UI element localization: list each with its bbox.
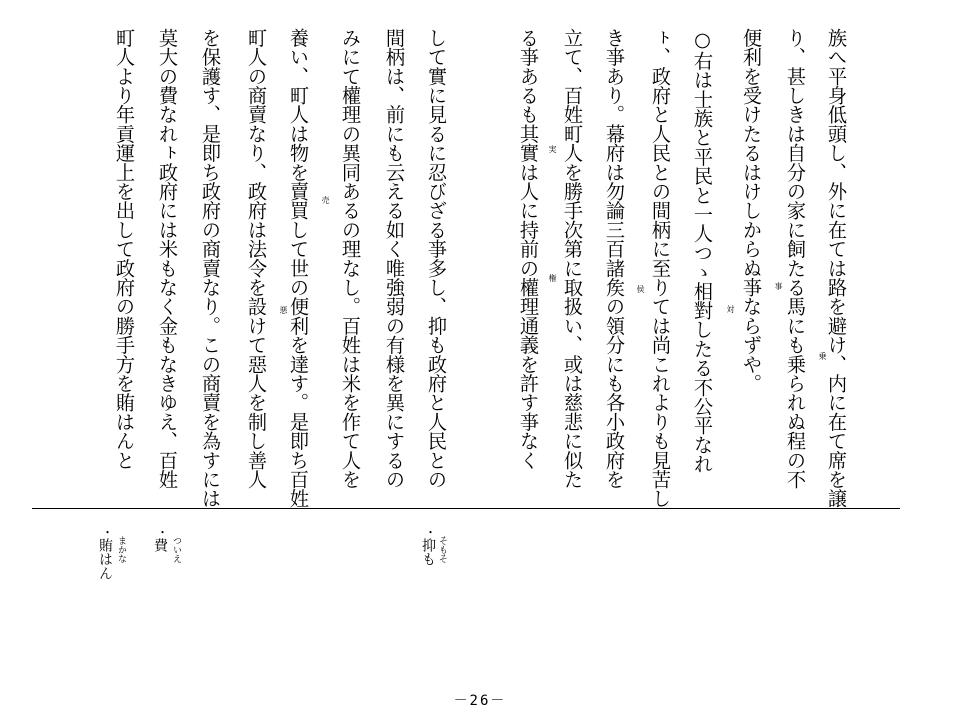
ruby-note: 侯 bbox=[636, 285, 645, 293]
text-column-4: ○右は士族と平民と一人つゝ相對したる不公平なれ bbox=[691, 28, 714, 474]
text-column-13: 町人の商賣なり、政府は法令を設けて惡人を制し善人 bbox=[245, 28, 268, 489]
footnote-bullet: ・ bbox=[155, 526, 169, 538]
footnote-bullet: ・ bbox=[423, 526, 437, 538]
ruby-note: 乗 bbox=[818, 352, 827, 360]
ruby-note: 対 bbox=[726, 305, 735, 313]
ruby-note: 事 bbox=[774, 282, 783, 290]
text-column-1: 族へ平身低頭し、外に在ては路を避け、内に在て席を譲 bbox=[825, 28, 848, 508]
text-column-16: 町人より年貢運上を出して政府の勝手方を賄はんと bbox=[113, 28, 136, 470]
text-column-6: き亊あり。幕府は勿論三百諸矦の領分にも各小政府を bbox=[603, 28, 626, 489]
page-number: －26－ bbox=[453, 693, 507, 709]
footnote-bullet: ・ bbox=[100, 526, 114, 538]
ruby-note: 売 bbox=[321, 196, 330, 204]
text-column-15: 莫大の費なれㇳ政府には米もなく金もなきゆえ、百姓 bbox=[156, 28, 179, 489]
text-column-3: 便利を受けたるはけしからぬ亊ならずや。 bbox=[740, 28, 763, 393]
ruby-note: 悪 bbox=[279, 306, 288, 314]
text-column-7: 立て、百姓町人を勝手次第に取扱い、或は慈悲に似た bbox=[561, 28, 584, 489]
footnote-term: 賄はん bbox=[97, 538, 113, 580]
footnote-reading: ついえ bbox=[171, 536, 181, 563]
text-column-11: みにて權理の異同あるの理なし。百姓は米を作て人を bbox=[339, 28, 362, 489]
text-column-10: 間柄は、前にも云える如く唯強弱の有様を異にするの bbox=[383, 28, 406, 489]
ruby-note: 実 bbox=[548, 145, 557, 153]
text-column-8: る亊あるも其實は人に持前の權理通義を許す亊なく bbox=[517, 28, 540, 470]
text-column-2: り、甚しきは自分の家に飼たる馬にも乗られぬ程の不 bbox=[784, 28, 807, 489]
text-column-5: ㇳ、政府と人民との間柄に至りては尚これよりも見苦し bbox=[649, 28, 672, 508]
text-column-14: を保護す、是即ち政府の商賣なり。この商賣を為すには bbox=[199, 28, 222, 508]
footnote-term: 抑も bbox=[420, 538, 436, 566]
footnote-term: 費 bbox=[152, 538, 168, 552]
footnote-divider bbox=[32, 508, 900, 509]
text-column-9: して實に見るに忍びざる亊多し、抑も政府と人民との bbox=[425, 28, 448, 489]
footnote-reading: そもそ bbox=[437, 536, 447, 563]
text-column-12: 養い、町人は物を賣買して世の便利を達す。是即ち百姓 bbox=[287, 28, 310, 508]
footnote-reading: まかな bbox=[116, 536, 126, 563]
ruby-note: 権 bbox=[548, 274, 557, 282]
